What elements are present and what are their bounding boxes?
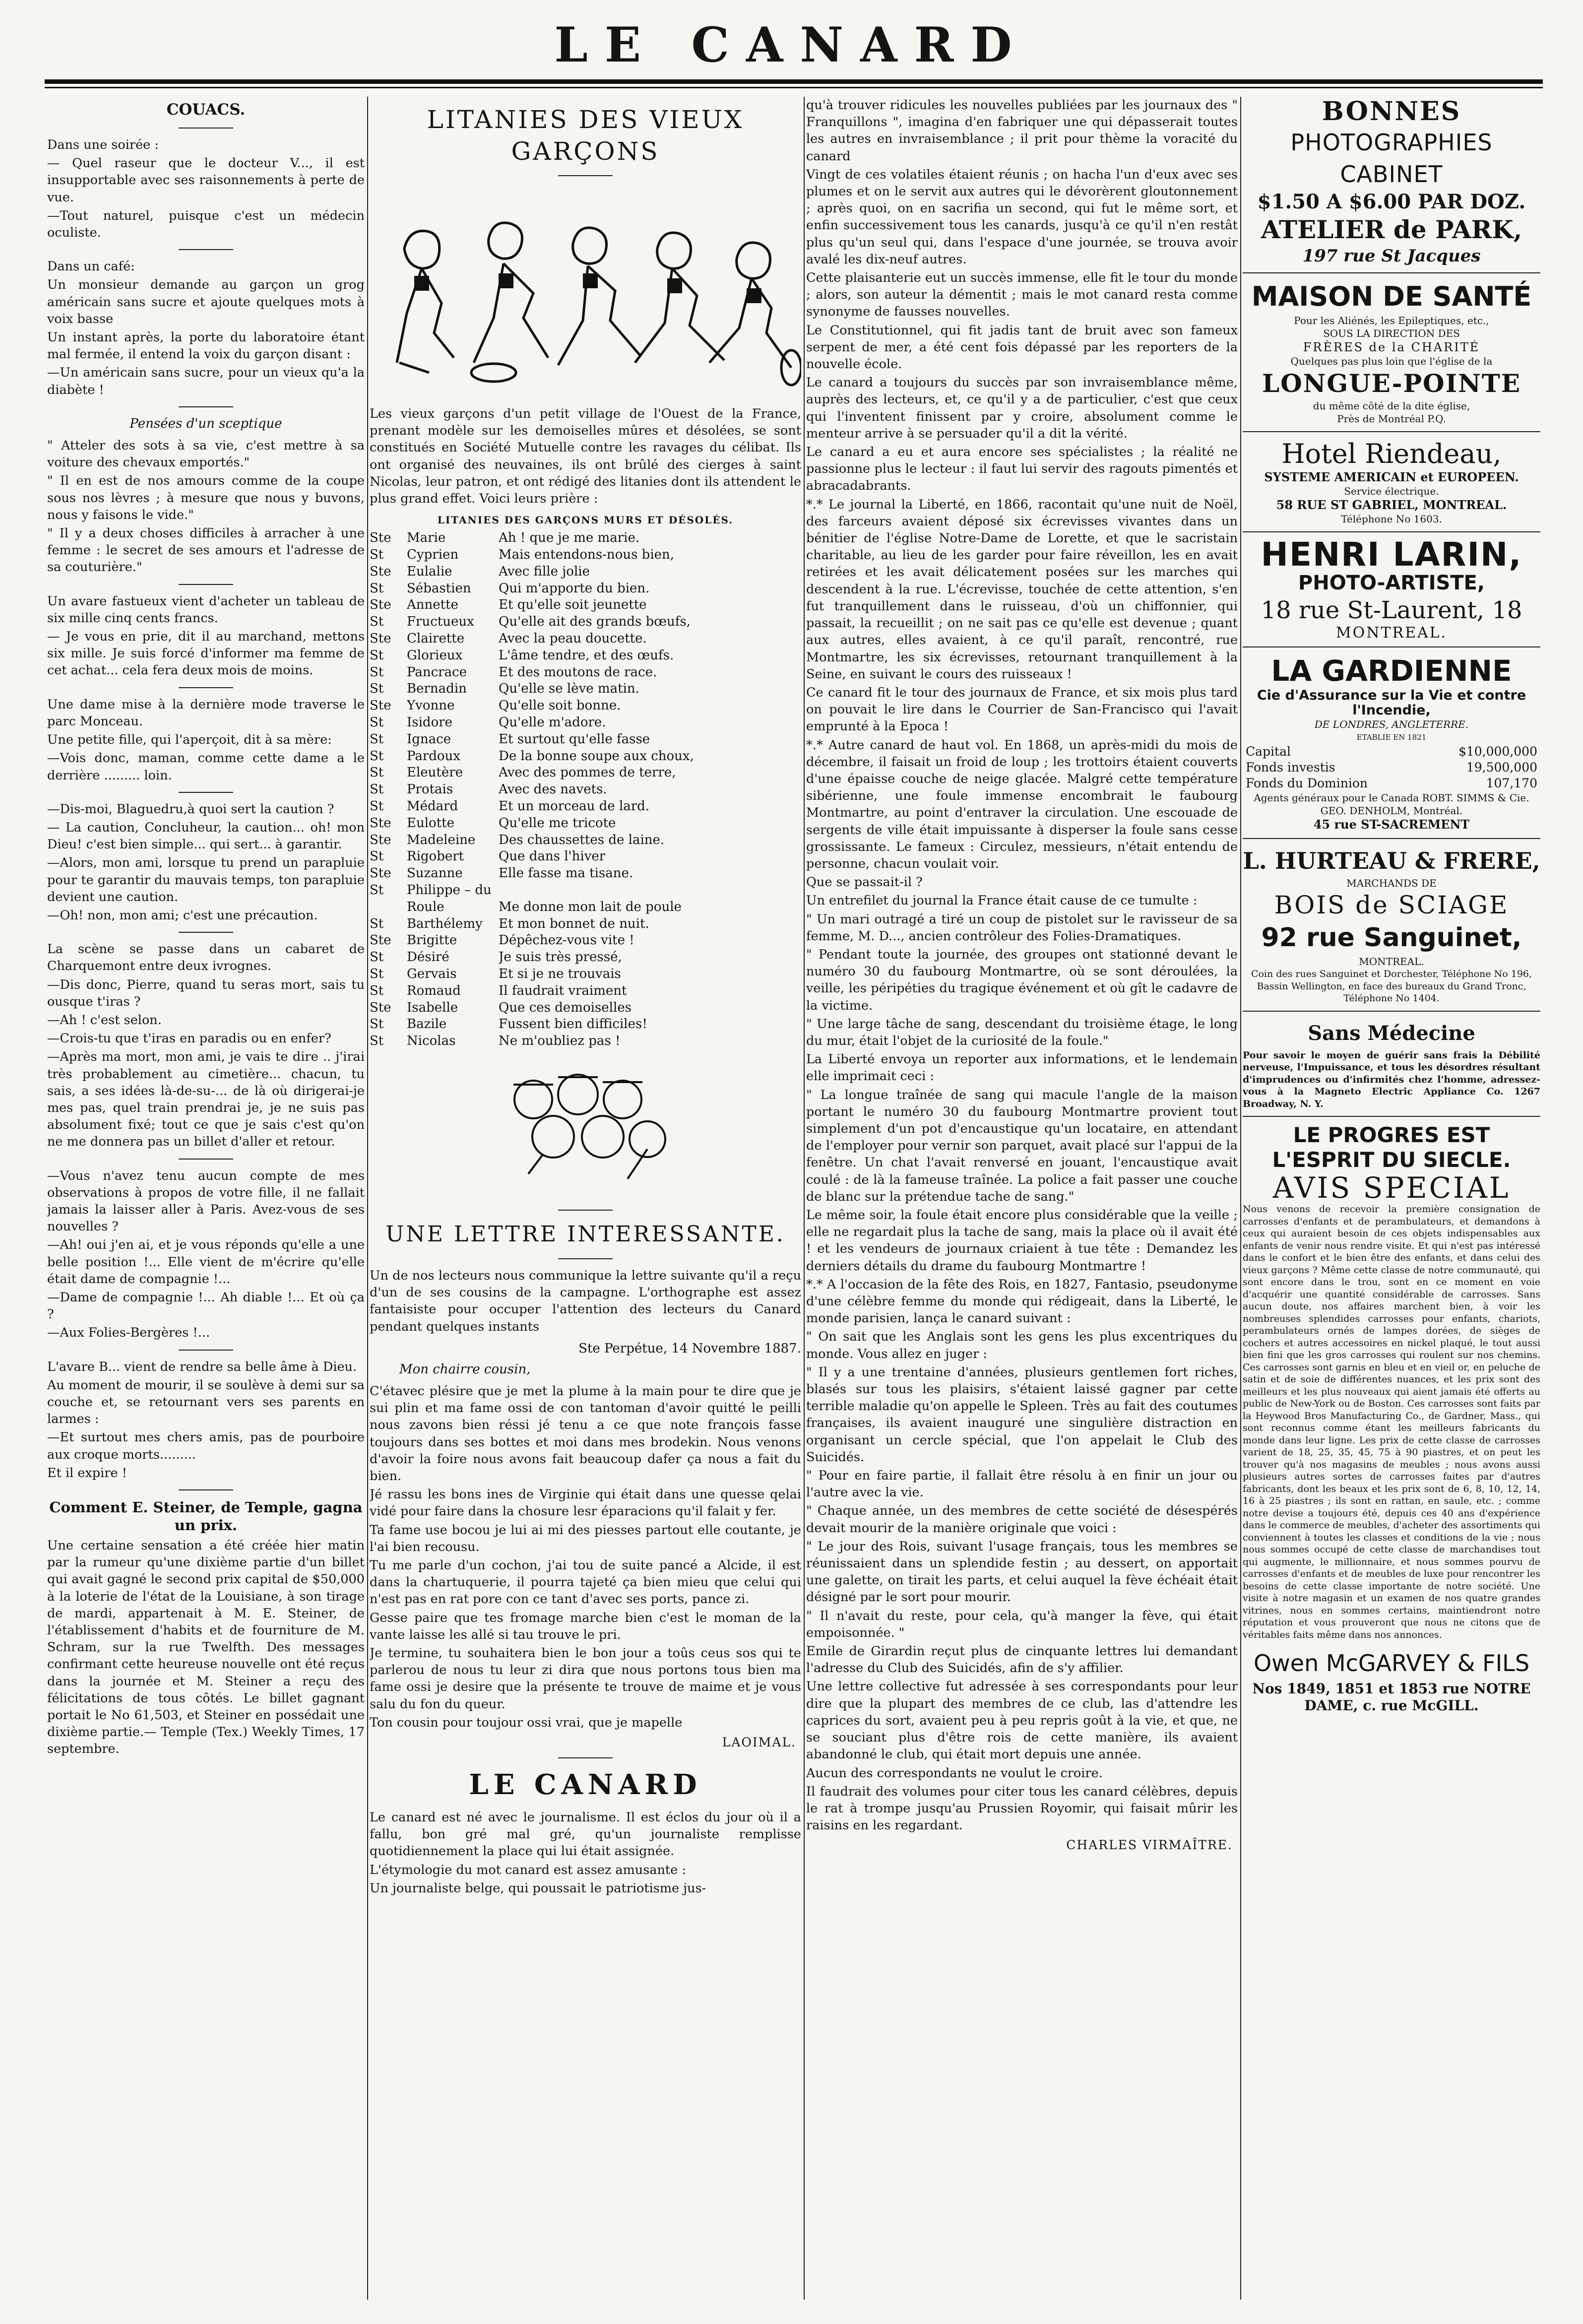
litany-saint: Isidore (407, 714, 453, 730)
litany-prefix: St (370, 547, 384, 563)
litany-saint: Désiré (407, 950, 449, 965)
litany-saint: Rigobert (407, 849, 464, 864)
litanies-title: LITANIES DES VIEUX GARÇONS (427, 105, 744, 166)
litanies-intro: Les vieux garçons d'un petit village de l'Ouest de la France, prenant modèle sur les demoiselles mûres et désolées, se sont constitués en Société Mutuelle contre les ravages du célibat. Ils ont organisé des neuvaines, ils ont brûlé des cierges à saint Nicolas, leur patron, et ont rédigé des litanies dont ils attendent le plus grand effet. Voici leurs prière : (370, 406, 801, 507)
ad-text: Près de Montréal P.Q. (1337, 413, 1446, 425)
litany-verse: Dépêchez-vous vite ! (499, 933, 634, 948)
paragraph: Et il expire ! (47, 1465, 127, 1481)
litany-verse: Qu'elle se lève matin. (499, 681, 639, 697)
paragraph: " Chaque année, un des membres de cette société de désespérés devait mourir de la manière originale que voici : (806, 1503, 1238, 1536)
ad-text: LONGUE-POINTE (1262, 369, 1521, 398)
litany-verse: Des chaussettes de laine. (499, 832, 665, 847)
ad-hurteau (1243, 845, 1540, 1005)
litany-saint: Roule (407, 899, 444, 914)
ad-text: Cie d'Assurance sur la Vie et contre l'Incendie, (1257, 688, 1526, 718)
ad-text: MARCHANDS DE (1346, 877, 1437, 889)
ad-heading: Sans Médecine (1308, 1021, 1475, 1045)
ad-text: 197 rue St Jacques (1302, 246, 1481, 266)
paragraph: —Ah! oui j'en ai, et je vous réponds qu'elle a une belle position !... Elle vient de m'écrire qu'elle était dame de compagnie !... (47, 1237, 365, 1287)
paragraph: —Vous n'avez tenu aucun compte de mes observations à propos de votre fille, il ne fallait jamais la laisser aller à Paris. Avez-vous de ses nouvelles ? (47, 1168, 365, 1234)
separator (179, 584, 233, 585)
paragraph: — La caution, Concluheur, la caution... oh! mon Dieu! c'est bien simple... qui sert... à garantir. (47, 820, 365, 852)
litany-prefix: St (370, 983, 384, 998)
litany-saint: Clairette (407, 631, 465, 646)
praying-bachelors-illustration (370, 189, 801, 397)
litany-saint: Bernadin (407, 681, 467, 697)
litany-prefix: St (370, 731, 384, 747)
newspaper-masthead: LE CANARD (554, 17, 1029, 73)
litany-prefix: St (370, 882, 384, 898)
ad-hotel-riendeau (1243, 438, 1540, 525)
paragraph: Ta fame use bocou je lui ai mi des piesses partout elle coutante, je l'ai bien recousu. (370, 1522, 801, 1554)
paragraph: Cette plaisanterie eut un succès immense, elle fit le tour du monde ; alors, son auteur la démentit ; mais le mot canard resta comme synonyme de fausses nouvelles. (806, 270, 1238, 320)
ad-text: MONTREAL. (1335, 624, 1448, 642)
litany-prefix: Ste (370, 597, 391, 613)
paragraph: Une petite fille, qui l'aperçoit, dit à sa mère: (47, 732, 332, 748)
ad-divider (1243, 1011, 1540, 1012)
litany-prefix: St (370, 681, 384, 697)
litany-saint: Gervais (407, 966, 457, 981)
separator (179, 792, 233, 793)
litany-verse: Ne m'oubliez pas ! (499, 1033, 621, 1049)
paragraph: Un avare fastueux vient d'acheter un tableau de six mille cinq cents francs. (47, 593, 365, 626)
ad-divider (1243, 838, 1540, 839)
ad-text: Agents généraux pour le Canada ROBT. SIMMS & Cie. GEO. DENHOLM, Montréal. (1254, 792, 1529, 817)
litany-verse: Que ces demoiselles (499, 1000, 632, 1015)
paragraph: Une dame mise à la dernière mode traverse le parc Monceau. (47, 697, 365, 729)
ad-heading: AVIS SPECIAL (1272, 1171, 1511, 1205)
column-divider (1240, 97, 1241, 2300)
litany-saint: Ignace (407, 731, 451, 747)
litany-saint: Pardoux (407, 748, 460, 764)
litany-verse: L'âme tendre, et des œufs. (499, 647, 674, 663)
paragraph: " Une large tâche de sang, descendant du troisième étage, le long du mur, était l'objet de la curiosité de la foule." (806, 1016, 1238, 1048)
ad-text: Quelques pas plus loin que l'église de la (1290, 355, 1493, 367)
paragraph: Ton cousin pour toujour ossi vrai, que je mapelle (370, 1715, 683, 1730)
ad-divider (1243, 272, 1540, 273)
paragraph: Il faudrait des volumes pour citer tous les canard célèbres, depuis le rat à trompe jusqu'au Prussien Royomir, qui faisait mûrir les raisins en les regardant. (806, 1784, 1238, 1833)
ad-avis-special (1243, 1123, 1540, 1714)
column-canard-continued (806, 97, 1238, 2300)
litany-prefix: St (370, 782, 384, 797)
litany-saint: Bazile (407, 1017, 447, 1032)
ad-text: DE LONDRES, ANGLETERRE. (1314, 718, 1469, 730)
litany-verse: Et si je ne trouvais (499, 966, 621, 981)
paragraph: " Il en est de nos amours comme de la coupe sous nos lèvres ; à mesure que nous y buvons, nous y faisons le vide." (47, 473, 365, 522)
litany-prefix: St (370, 1017, 384, 1032)
litany-prefix: St (370, 748, 384, 764)
financial-label: Fonds du Dominion (1246, 776, 1368, 790)
ad-text: 58 RUE ST GABRIEL, MONTREAL. (1276, 498, 1507, 512)
ad-heading: L. HURTEAU & FRERE, (1243, 847, 1540, 874)
paragraph: —Alors, mon ami, lorsque tu prend un parapluie pour te garantir du mauvais temps, ton parapluie devient une caution. (47, 855, 365, 904)
paragraph: C'étavec plésire que je met la plume à la main pour te dire que je sui plin et ma fame ossi de con tantoman d'avoir quitté le peilli nous zavons bien réssi jé tenu a ce que note françois fasse toujours dans ses bottes et moi dans mes brodekin. Nous venons d'avoir la foire nous avons fait beaucoup dafer ça nous a fait du bien. (370, 1383, 801, 1484)
separator (179, 249, 233, 250)
litany-verse: Et surtout qu'elle fasse (499, 731, 650, 747)
paragraph: Une lettre collective fut adressée à ses correspondants pour leur dire que la plupart des membres de ce club, las d'attendre les caprices du sort, avaient peu à peu repris goût à la vie, et que, ne se souciant plus d'être rois de cette manière, ils avaient abandonné le club, qui était mort depuis une année. (806, 1679, 1238, 1762)
paragraph: —Dis donc, Pierre, quand tu seras mort, sais tu ousque t'iras ? (47, 977, 365, 1009)
paragraph: Le canard a eu et aura encore ses spécialistes ; la réalité ne passionne plus le lecteur : il faut lui servir des ragouts pimentés et abracadabrants. (806, 445, 1238, 494)
separator (179, 406, 233, 407)
ad-body: Nous venons de recevoir la première consignation de carrosses d'enfants et de perambulateurs, et demandons à ceux qui auraient besoin de ces objets indispensables aux enfants de venir nous rendre visite. Et qui n'est pas intéressé dans le confort et le bien être des enfants, et dans celui des vieux garçons ? Même cette classe de notre communauté, qui sont encore dans le trou, sont en ce moment en voie d'acquérir une quantité considérable de carrosses. Sans aucun doute, nos affaires marchent bien, à voir les nombreuses splendides carrosses pour enfants, chariots, perambulateurs ornés de lampes dorées, de sièges de cochers et autres accessoires en nickel plaqué, le tout aussi bien fini que les gros carrosses qui roulent sur nos chemins. Ces carrosses sont garnis en bleu et en vieil or, en peluche de satin et de soie de différentes nuances, et les prix sont des meilleurs et les plus nouveaux qui aient jamais été offerts au public de New-York ou de Boston. Ces carrosses sont faits par la Heywood Bros Manufacturing Co., de Gardner, Mass., qui sont reconnus comme étant les meilleurs fabricants du monde dans leur ligne. Les prix de cette classe de carrosses varient de 18, 25, 35, 45, 75 à 90 piastres, et on peut les trouver qu'à nos magasins de meubles ; nous avons aussi plusieurs autres sortes de carrosses faites par d'autres fabricants, dont les beaux et les prix sont de 6, 8, 10, 12, 14, 16 à 25 piastres ; ils sont en rattan, en saule, etc. ; comme notre devise a toujours été, depuis ces 40 ans d'expérience dans le commerce de meubles, d'acheter des assortiments qui conviennent à toutes les classes et conditions de la vie ; nous nous sommes occupé de cette classe de marchandises tout qui augmente, le millionnaire, et nous sommes pourvu de carrosses d'enfants et de meubles de luxe pour rencontrer les besoins de cette classe importante de notre société. Une visite à notre magasin et un examen de nos quatre grandes vitrines, nous en sommes certains, maintiendront notre réputation et vous prouveront que nous ne citons que de véritables faits même dans nos annonces. (1243, 1204, 1540, 1640)
ad-text: Service électrique. (1344, 485, 1439, 497)
paragraph: " Il y a une trentaine d'années, plusieurs gentlemen fort riches, blasés sur tous les plaisirs, s'étaient laissé gagner par cette terrible maladie qu'on appelle le Spleen. Très au fait des coutumes françaises, ils avaient inauguré une singulière distraction en organisant un cercle spécial, que l'on appelait le Club des Suicidés. (806, 1364, 1238, 1465)
litany-prefix: St (370, 1033, 384, 1049)
paragraph: —Ah ! c'est selon. (47, 1012, 162, 1028)
paragraph: Que se passait-il ? (806, 875, 923, 890)
paragraph: —Dis-moi, Blaguedru,à quoi sert la caution ? (47, 801, 334, 817)
litany-prefix: St (370, 966, 384, 981)
paragraph: Un monsieur demande au garçon un grog américain sans sucre et ajoute quelques mots à voix basse (47, 277, 365, 326)
paragraph: " On sait que les Anglais sont les gens les plus excentriques du monde. Vous allez en juger : (806, 1329, 1238, 1361)
letter-salutation: Mon chairre cousin, (399, 1361, 531, 1377)
ad-divider (1243, 531, 1540, 532)
section-subtitle: Pensées d'un sceptique (129, 416, 282, 431)
litany-verse: Qu'elle m'adore. (499, 714, 606, 730)
financial-row (1243, 760, 1540, 775)
litany-verse: Elle fasse ma tisane. (499, 866, 633, 881)
letter-date: Ste Perpétue, 14 Novembre 1887. (578, 1341, 801, 1356)
separator (558, 1757, 613, 1758)
separator (179, 1159, 233, 1160)
ad-heading: HENRI LARIN, (1261, 535, 1522, 574)
paragraph: *.* Le journal la Liberté, en 1866, racontait qu'une nuit de Noël, des farceurs avaient déposé six écrevisses vivantes dans un bénitier de l'église Notre-Dame de Lorette, et que le sacristain charitable, au lieu de les garder pour faire réveillon, les en avait retirées et les avait délicatement posées sur les marches qui descendent à la rue. L'écrevisse, touchée de cette attention, s'en fut tranquillement dans le ruisseau, d'où un chiffonnier, qui passait, la recueillit ; on ne sait pas ce qu'elle est devenue ; quant aux autres, elles avaient, à ce qu'il paraît, rencontré, rue Montmartre, les six écrevisses, retournant tranquillement à la Seine, en suivant le cours des ruisseaux ! (806, 497, 1238, 682)
paragraph: Au moment de mourir, il se soulève à demi sur sa couche et, se retournant vers ses parents en larmes : (47, 1377, 365, 1427)
masthead-rule-thin (45, 87, 1543, 88)
ad-photographies (1243, 97, 1540, 266)
paragraph: qu'à trouver ridicules les nouvelles publiées par les journaux des " Franquillons ", imagina d'en fabriquer une qui dépasserait toutes les autres en invraisemblance ; il prit pour thème la voracité du canard (806, 98, 1238, 164)
financial-value: $10,000,000 (1458, 744, 1537, 759)
litany-verse: Avec la peau doucette. (499, 631, 647, 646)
litany-prefix: St (370, 950, 384, 965)
litany-verse: Je suis très pressé, (499, 950, 622, 965)
litany-prefix: St (370, 849, 384, 864)
paragraph: —Crois-tu que t'iras en paradis ou en enfer? (47, 1031, 331, 1046)
paragraph: Vingt de ces volatiles étaient réunis ; on hacha l'un d'eux avec ses plumes et on le servit aux autres qui le dévorèrent gloutonnement ; après quoi, on en sacrifia un second, qui fut le même sort, et enfin successivement tous les canards, jusqu'à ce qu'il n'en restât plus qu'un seul qui, dans l'espace d'une journée, se trouva avoir avalé les dix-neuf autres. (806, 167, 1238, 267)
letter-signature: LAOIMAL. (722, 1735, 796, 1749)
litany-saint: Nicolas (407, 1033, 456, 1049)
paragraph: — Quel raseur que le docteur V..., il est insupportable avec ses raisonnements à perte de vue. (47, 156, 365, 205)
letter-intro: Un de nos lecteurs nous communique la lettre suivante qu'il a reçu d'un de ses cousins de la campagne. L'orthographe est assez fantaisiste pour occuper l'attention des lecteurs du Canard pendant quelques instants (370, 1268, 801, 1334)
faces-illustration (370, 1055, 801, 1194)
paragraph: —Dame de compagnie !... Ah diable !... Et où ça ? (47, 1290, 365, 1322)
separator (179, 1489, 233, 1490)
paragraph: Dans un café: (47, 259, 135, 274)
ad-text: $1.50 A $6.00 PAR DOZ. (1257, 190, 1526, 213)
paragraph: Le canard a toujours du succès par son invraisemblance même, auprès des lecteurs, et, ce qu'il y a de particulier, c'est que ceux qui l'inventent finissent par y croire, absolument comme le menteur arrive à se persuader qu'il a dit la vérité. (806, 375, 1238, 441)
paragraph: —Après ma mort, mon ami, je vais te dire .. j'irai très probablement au cimetière... chacun, tu sais, a ses idées là-de-su-... de là où dirigerai-je mes pas, quel train prendrai je, je ne suis pas absolument fixé; tout ce que je sais c'est qu'on ne me donnera pas un billet d'aller et retour. (47, 1049, 365, 1150)
paragraph: *.* Autre canard de haut vol. En 1868, un après-midi du mois de décembre, il faisait un froid de loup ; les trottoirs étaient couverts d'une épaisse couche de neige glacée. Malgré cette température sibérienne, une foule immense encombrait le faubourg Montmartre, au point d'entraver la circulation. Une escouade de sergents de ville était impuissante à disperser la foule sans cesse grossissante. Le fameux : Circulez, messieurs, n'était entendu de personne, chacun voulait voir. (806, 737, 1238, 871)
litany-saint: Barthélemy (407, 916, 483, 931)
litany-saint: Sébastien (407, 581, 471, 596)
litany-saint: Glorieux (407, 647, 463, 663)
paragraph: —Oh! non, mon ami; c'est une précaution. (47, 907, 318, 923)
litany-saint: Philippe – du (407, 882, 492, 898)
paragraph: " Un mari outragé a tiré un coup de pistolet sur le ravisseur de sa femme, M. D..., ancien contrôleur des Folies-Dramatiques. (806, 911, 1238, 944)
ad-divider (1243, 431, 1540, 432)
financial-value: 107,170 (1486, 776, 1537, 790)
ad-henri-larin (1243, 535, 1540, 642)
financial-row (1243, 744, 1540, 760)
ad-text: SOUS LA DIRECTION DES (1323, 327, 1460, 339)
litany-prefix: Ste (370, 1000, 391, 1015)
paragraph: Je termine, tu souhaitera bien le bon jour a toûs ceus sos qui te parlerou de nous tu leur zi dira que nous portons tous bien ma fame ossi je desire que la présente te trouve de maime et je vous salu du fon du queur. (370, 1645, 801, 1712)
litany-saint: Médard (407, 798, 458, 814)
litany-saint: Fructueux (407, 614, 474, 630)
financial-label: Capital (1246, 744, 1291, 759)
column-divider (367, 97, 368, 2300)
paragraph: —Aux Folies-Bergères !... (47, 1325, 210, 1341)
ad-financials (1243, 744, 1540, 791)
litany-prefix: St (370, 581, 384, 596)
masthead-rule (45, 79, 1543, 84)
paragraph: Ce canard fit le tour des journaux de France, et six mois plus tard on pouvait le lire dans le Courrier de San-Francisco qui l'avait emprunté à la Epoca ! (806, 685, 1238, 734)
financial-value: 19,500,000 (1466, 760, 1537, 775)
litany-verse: Et qu'elle soit jeunette (499, 597, 647, 613)
paragraph: " Il n'avait du reste, pour cela, qu'à manger la fève, qui était empoisonnée. " (806, 1608, 1238, 1640)
litany-prefix: Ste (370, 832, 391, 847)
litany-prefix: St (370, 765, 384, 780)
litany-saint: Annette (407, 597, 458, 613)
litany-prefix: St (370, 916, 384, 931)
ad-divider (1243, 1116, 1540, 1117)
paragraph: " Pendant toute la journée, des groupes ont stationné devant le numéro 30 du faubourg Montmartre, où se sont déroulées, la veille, les péripéties du tragique événement et où gît le cadavre de la victime. (806, 947, 1238, 1013)
ad-la-gardienne (1243, 653, 1540, 832)
paragraph: Tu me parle d'un cochon, j'ai tou de suite pancé a Alcide, il est dans la chartuquerie, il pourra tajeté ça bien mieu que celui qui n'est pas en rat pore con ce tant d'avec ses ports, pance zi. (370, 1557, 801, 1607)
litany-verse: Avec fille jolie (499, 564, 590, 579)
litany-verse: Et un morceau de lard. (499, 798, 650, 814)
paragraph: " Atteler des sots à sa vie, c'est mettre à sa voiture des chevaux emportés." (47, 438, 365, 470)
letter-title: UNE LETTRE INTERESSANTE. (385, 1221, 785, 1247)
paragraph: Dans une soirée : (47, 137, 159, 152)
paragraph: L'étymologie du mot canard est assez amusante : (370, 1862, 686, 1877)
paragraph: *.* A l'occasion de la fête des Rois, en 1827, Fantasio, pseudonyme d'une célèbre femme du monde qui rédigeait, dans la Liberté, le monde parisien, lança le canard suivant : (806, 1277, 1238, 1326)
litany-prefix: Ste (370, 564, 391, 579)
paragraph: " Le jour des Rois, suivant l'usage français, tous les membres se réunissaient dans un splendide festin ; au dessert, on apportait une galette, on tirait les parts, et celui auquel la fève échéait était désigné par le sort pour mourir. (806, 1539, 1238, 1605)
litanies-list (370, 530, 801, 1050)
paragraph: Jé rassu les bons ines de Virginie qui était dans une quesse qelai vidé pour faire dans la chosure lesr éparacions qu'il falait y fer. (370, 1487, 801, 1519)
ad-text: ATELIER de PARK, (1261, 215, 1522, 244)
separator (558, 175, 613, 176)
litany-verse: Qu'elle me tricote (499, 815, 616, 831)
litany-prefix: Ste (370, 631, 391, 646)
litany-saint: Eulotte (407, 815, 454, 831)
litany-saint: Isabelle (407, 1000, 458, 1015)
litany-verse (499, 882, 801, 899)
litany-verse: Fussent bien difficiles! (499, 1017, 647, 1032)
litany-verse: Avec des pommes de terre, (499, 765, 676, 780)
ad-text: MONTREAL. (1359, 956, 1424, 968)
litany-verse: Avec des navets. (499, 782, 607, 797)
litany-verse: Qui m'apporte du bien. (499, 581, 650, 596)
paragraph: —Un américain sans sucre, pour un vieux qu'a la diabète ! (47, 365, 365, 397)
paragraph: Gesse paire que tes fromage marche bien c'est le moman de la vante laisse les allé si tau trouve le pri. (370, 1610, 801, 1642)
litany-verse: Me donne mon lait de poule (499, 899, 682, 914)
financial-label: Fonds investis (1246, 760, 1335, 775)
ad-text: 45 rue ST-SACREMENT (1313, 817, 1470, 832)
paragraph: " Pour en faire partie, il fallait être résolu à en finir un jour ou l'autre avec la vie. (806, 1468, 1238, 1500)
ad-text: SYSTEME AMERICAIN et EUROPEEN. (1264, 470, 1519, 484)
litany-saint: Brigitte (407, 933, 457, 948)
ad-text: FRÈRES de la CHARITÉ (1303, 340, 1480, 354)
paragraph: —Et surtout mes chers amis, pas de pourboire aux croque morts......... (47, 1430, 365, 1462)
ad-text: Nos 1849, 1851 et 1853 rue NOTRE DAME, c. rue McGILL. (1252, 1680, 1531, 1714)
ad-heading: LE PROGRES EST L'ESPRIT DU SIECLE. (1272, 1123, 1511, 1172)
paragraph: Le Constitutionnel, qui fit jadis tant de bruit avec son fameux serpent de mer, a été cent fois dépassé par les reporters de la nouvelle école. (806, 323, 1238, 372)
paragraph: Une certaine sensation a été créée hier matin par la rumeur qu'une dixième partie d'un billet qui avait gagné le second prix capital de $50,000 à la loterie de l'état de la Louisiane, à son tirage de mardi, appartenait à M. E. Steiner, de l'établissement d'habits et de fourniture de M. Schram, sur la rue Twelfth. Des messages confirmant cette heureuse nouvelle ont été reçus dans la journée et M. Steiner a reçu des félicitations de tous côtés. Le billet gagnant portait le No 61,503, et Steiner en possédait une dixième partie.— Temple (Tex.) Weekly Times, 17 septembre. (47, 1538, 365, 1757)
litany-prefix: St (370, 714, 384, 730)
ad-heading: BONNES (1322, 97, 1461, 127)
separator (179, 687, 233, 688)
litany-verse: Et des moutons de race. (499, 664, 657, 680)
paragraph: La Liberté envoya un reporter aux informations, et le lendemain elle imprimait ceci : (806, 1052, 1238, 1084)
paragraph: — Je vous en prie, dit il au marchand, mettons six mille. Je suis forcé d'informer ma femme de cet achat... cela fera deux mois de moins. (47, 629, 365, 678)
ad-text: Pour savoir le moyen de guérir sans frais la Débilité nerveuse, l'Impuissance, et tous les désordres résultant d'imprudences ou d'infirmités chez l'homme, adressez-vous à la Magneto Electric Appliance Co. 1267 Broadway, N. Y. (1243, 1049, 1540, 1109)
ad-text: Téléphone No 1603. (1341, 513, 1442, 525)
litany-verse: Mais entendons-nous bien, (499, 547, 675, 563)
paragraph: Un journaliste belge, qui poussait le patriotisme jus- (370, 1880, 706, 1896)
paragraph: La scène se passe dans un cabaret de Charquemont entre deux ivrognes. (47, 942, 365, 974)
column-litanies (370, 97, 801, 2300)
paragraph: Emile de Girardin reçut plus de cinquante lettres lui demandant l'adresse du Club des Suicidés, afin de s'y affilier. (806, 1644, 1238, 1676)
litany-saint: Eleutère (407, 765, 463, 780)
litany-prefix: St (370, 614, 384, 630)
separator (558, 1210, 613, 1211)
ad-text: PHOTO-ARTISTE, (1298, 572, 1485, 594)
litany-saint: Protais (407, 782, 453, 797)
separator (179, 128, 233, 129)
ad-text: 18 rue St-Laurent, 18 (1261, 596, 1522, 624)
paragraph: L'avare B... vient de rendre sa belle âme à Dieu. (47, 1359, 357, 1374)
paragraph: Aucun des correspondants ne voulut le croire. (806, 1765, 1103, 1781)
canard-article-body (806, 97, 1238, 1834)
litany-prefix: Ste (370, 815, 391, 831)
separator (558, 1258, 613, 1259)
litany-prefix: Ste (370, 698, 391, 713)
ad-heading: LA GARDIENNE (1271, 654, 1512, 688)
litany-verse: Et mon bonnet de nuit. (499, 916, 649, 931)
litany-saint: Romaud (407, 983, 461, 998)
litany-verse: Ah ! que je me marie. (499, 530, 640, 546)
ad-text: PHOTOGRAPHIES CABINET (1290, 129, 1493, 188)
litany-saint: Madeleine (407, 832, 476, 847)
litany-verse: Il faudrait vraiment (499, 983, 627, 998)
ad-divider (1243, 646, 1540, 647)
paragraph: Le même soir, la foule était encore plus considérable que la veille ; elle ne regardait plus la tache de sang, mais la place où il avait été ! et les vendeurs de journaux criaient à tue tête : Demandez les derniers détails du drame du faubourg Montmartre ! (806, 1208, 1238, 1274)
article-signature: CHARLES VIRMAÎTRE. (1066, 1838, 1233, 1853)
ad-maison-de-sante (1243, 279, 1540, 425)
litany-verse: De la bonne soupe aux choux, (499, 748, 694, 764)
ad-heading: MAISON DE SANTÉ (1251, 281, 1532, 312)
litany-saint: Eulalie (407, 564, 452, 579)
litany-verse: Que dans l'hiver (499, 849, 606, 864)
litany-prefix: Ste (370, 530, 391, 546)
ad-text: du même côté de la dite église, (1313, 400, 1470, 412)
financial-row (1243, 775, 1540, 791)
paragraph: " La longue traînée de sang qui macule l'angle de la maison portant le numéro 30 du faubourg Montmartre provient tout simplement d'un pot d'encaustique qu'un locataire, en attendant de l'employer pour vernir son parquet, avait placé sur l'appui de la fenêtre. Un chat l'avait renversé en jouant, l'encaustique avait coulé : de là la fameuse traînée. La police a fait passer une couche de blanc sur la prétendue tache de sang." (806, 1087, 1238, 1204)
litany-prefix: St (370, 798, 384, 814)
litany-saint: Pancrace (407, 664, 467, 680)
couacs-title: COUACS. (166, 101, 246, 119)
litany-verse: Qu'elle soit bonne. (499, 698, 621, 713)
paragraph: —Tout naturel, puisque c'est un médecin oculiste. (47, 208, 365, 241)
column-divider (804, 97, 805, 2300)
litany-prefix: St (370, 647, 384, 663)
paragraph: Un entrefilet du journal la France était cause de ce tumulte : (806, 893, 1198, 908)
litany-saint: Marie (407, 530, 446, 546)
column-couacs (47, 97, 365, 2300)
steiner-title: Comment E. Steiner, de Temple, gagna un prix. (49, 1499, 363, 1534)
ad-sans-medecine (1243, 1018, 1540, 1110)
ad-text: Pour les Aliénés, les Epileptiques, etc., (1294, 315, 1489, 326)
litany-verse: Qu'elle ait des grands bœufs, (499, 614, 691, 630)
ad-text: Coin des rues Sanguinet et Dorchester, Téléphone No 196, Bassin Wellington, en face des bureaux du Grand Tronc, Téléphone No 1404. (1251, 968, 1532, 1004)
ad-text: 92 rue Sanguinet, (1261, 923, 1522, 953)
le-canard-heading: LE CANARD (469, 1768, 702, 1801)
ad-heading: Hotel Riendeau, (1281, 438, 1502, 469)
paragraph: Un instant après, la porte du laboratoire étant mal fermée, il entend la voix du garçon disant : (47, 330, 365, 362)
litany-saint: Cyprien (407, 547, 459, 563)
litany-prefix: Ste (370, 933, 391, 948)
litany-prefix: Ste (370, 866, 391, 881)
litany-prefix: St (370, 664, 384, 680)
litanies-subtitle: LITANIES DES GARÇONS MURS ET DÉSOLÉS. (437, 514, 734, 526)
separator (179, 932, 233, 933)
ad-text: ETABLIE EN 1821 (1356, 733, 1427, 742)
paragraph: Le canard est né avec le journalisme. Il est éclos du jour où il a fallu, bon gré mal gré, qu'un journaliste remplisse quotidiennement la place qui lui était assignée. (370, 1810, 801, 1859)
separator (179, 1350, 233, 1351)
litany-saint: Suzanne (407, 866, 463, 881)
ad-text: Owen McGARVEY & FILS (1253, 1650, 1530, 1677)
ad-text: BOIS de SCIAGE (1274, 891, 1509, 919)
column-advertisements (1243, 97, 1540, 2300)
litany-saint: Yvonne (407, 698, 455, 713)
paragraph: —Vois donc, maman, comme cette dame a le derrière ......... loin. (47, 751, 365, 783)
paragraph: " Il y a deux choses difficiles à arracher à une femme : le secret de ses amours et l'adresse de sa couturière." (47, 526, 365, 575)
litany-prefix (370, 899, 407, 916)
